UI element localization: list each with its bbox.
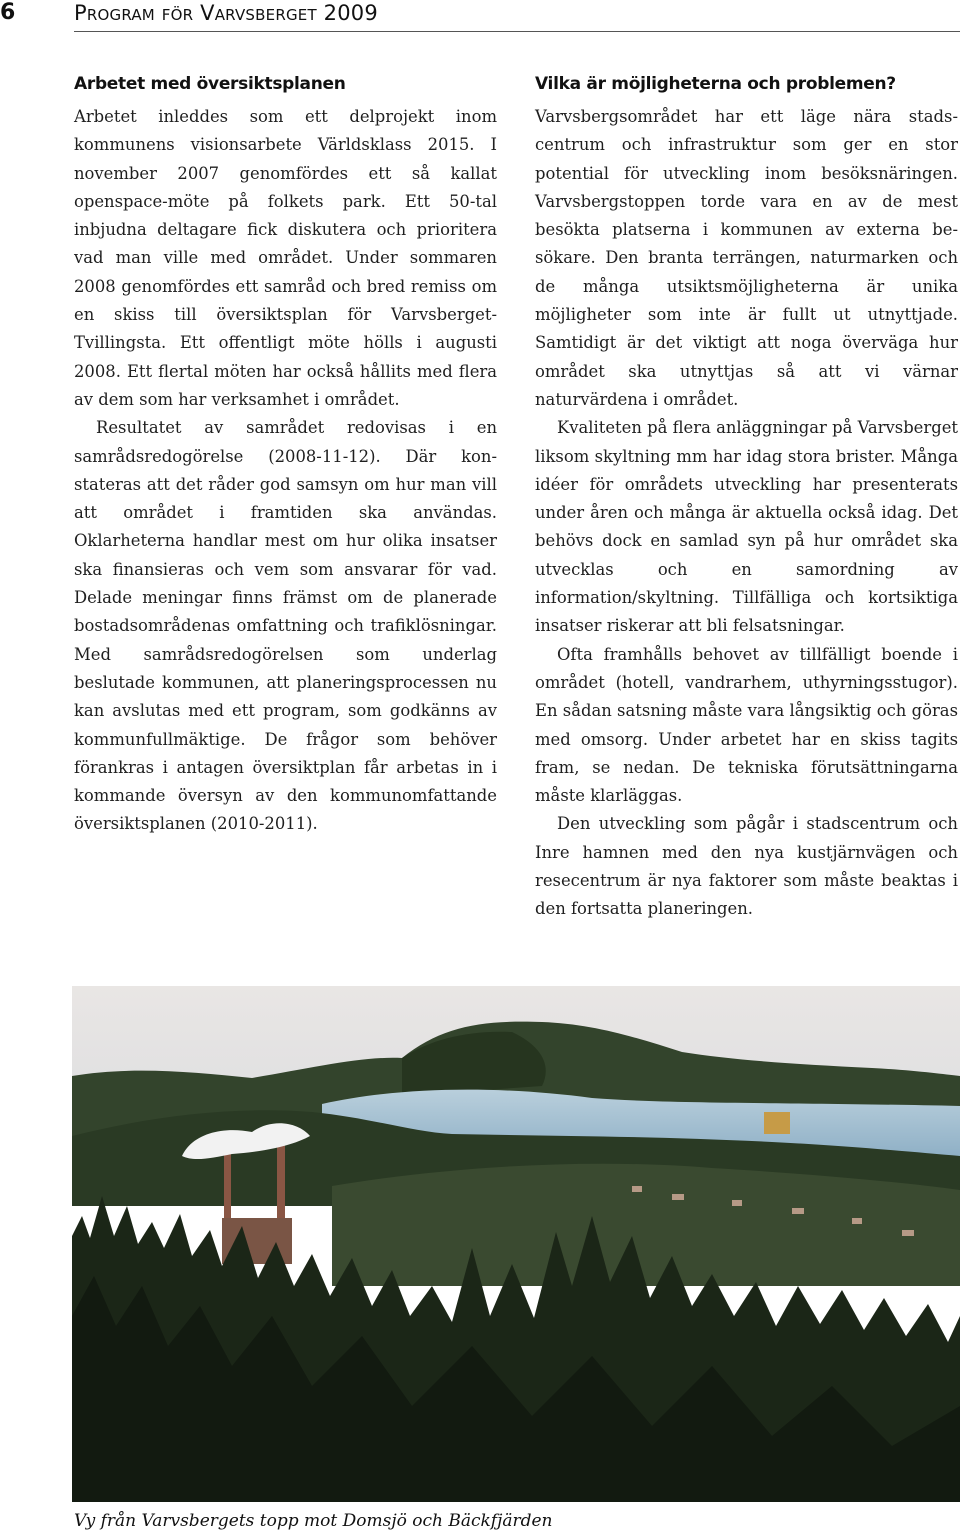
body-paragraph: Den utveckling som pågår i stadscentrum och Inre hamnen med den nya kustjärnvägen och resecentrum är nya faktorer som måste beaktas i den fortsatta planeringen.	[535, 814, 958, 919]
body-paragraph: Resultatet av samrådet redovisas i en samrådsredogörelse (2008-11-12). Där konstateras att det råder god samsyn om hur man vill att området i framtiden ska användas. Oklarheterna handlar mest om hur olika insatser ska finansieras och vem som ansvarar för vad. Delade meningar finns främst om de planerade bostadsområdenas omfattning och trafiklösningar. Med samrådsredogörelsen som underlag beslutade kommunen, att planeringsprocessen nu kan avslutas med ett program, som godkänns av kommunfullmäktige. De frågor som behöver förankras i antagen översiktplan får arbetas in i kommande översyn av den kommunomfattande översiktsplanen (2010-2011).	[74, 418, 497, 834]
body-paragraph: Ofta framhålls behovet av tillfälligt boende i området (hotell, vandrarhem, uthyrningsstugor). En sådan satsning måste vara långsiktig och göras med omsorg. Under arbetet har en skiss tagits fram, se nedan. De tekniska förutsättningarna måste klarläggas.	[535, 644, 958, 806]
photo-caption: Vy från Varvsbergets topp mot Domsjö och Bäckfjärden	[74, 1511, 553, 1531]
landscape-photo	[72, 986, 960, 1502]
page-header	[0, 0, 960, 34]
left-column	[74, 72, 497, 839]
chimney	[224, 1148, 231, 1228]
right-column	[535, 72, 958, 924]
running-title: Program för Varvsberget 2009	[74, 1, 378, 25]
page-number: 6	[0, 0, 16, 25]
body-paragraph: Arbetet inleddes som ett delprojekt inom kommunens visionsarbete Världsklass 2015. I november 2007 genomfördes ett så kallat openspace-möte på folkets park. Ett 50-tal inbjudna deltagare fick diskutera och prioritera vad man ville med området. Under sommaren 2008 genomfördes ett samråd och bred remiss om en skiss till översiktsplan för Varvsberget-Tvillingsta. Ett offentligt möte hölls i augusti 2008. Ett flertal möten har också hållits med flera av dem som har verksamhet i området.	[74, 107, 497, 409]
town-hillside	[332, 1164, 960, 1286]
section-heading-opportunities: Vilka är möjligheterna och problemen?	[535, 74, 896, 94]
body-paragraph: Varvsbergsområdet har ett läge nära stadscentrum och infrastruktur som ger en stor potential för utveckling inom besöksnäringen. Varvsbergstoppen torde vara en av de mest besökta platserna i kommunen av externa besökare. Den branta terrängen, naturmarken och de många utsiktsmöjligheterna är unika möjligheter som inte är fullt ut utnyttjade. Samtidigt är det viktigt att noga överväga hur området ska utnyttjas så att vi värnar naturvärdena i området.	[535, 107, 958, 409]
chimney	[277, 1136, 285, 1228]
body-paragraph: Kvaliteten på flera anläggningar på Varvsberget liksom skyltning mm har idag stora brister. Många idéer för områdets utveckling har presenterats under åren och många är aktuella också idag. Det behövs dock en samlad syn på hur området ska utvecklas och en samordning av information/skyltning. Tillfälliga och kortsiktiga insatser riskerar att bli felsatsningar.	[535, 418, 958, 636]
section-heading-plan: Arbetet med översiktsplanen	[74, 74, 346, 94]
water-tower	[764, 1112, 790, 1134]
header-rule	[74, 31, 960, 32]
